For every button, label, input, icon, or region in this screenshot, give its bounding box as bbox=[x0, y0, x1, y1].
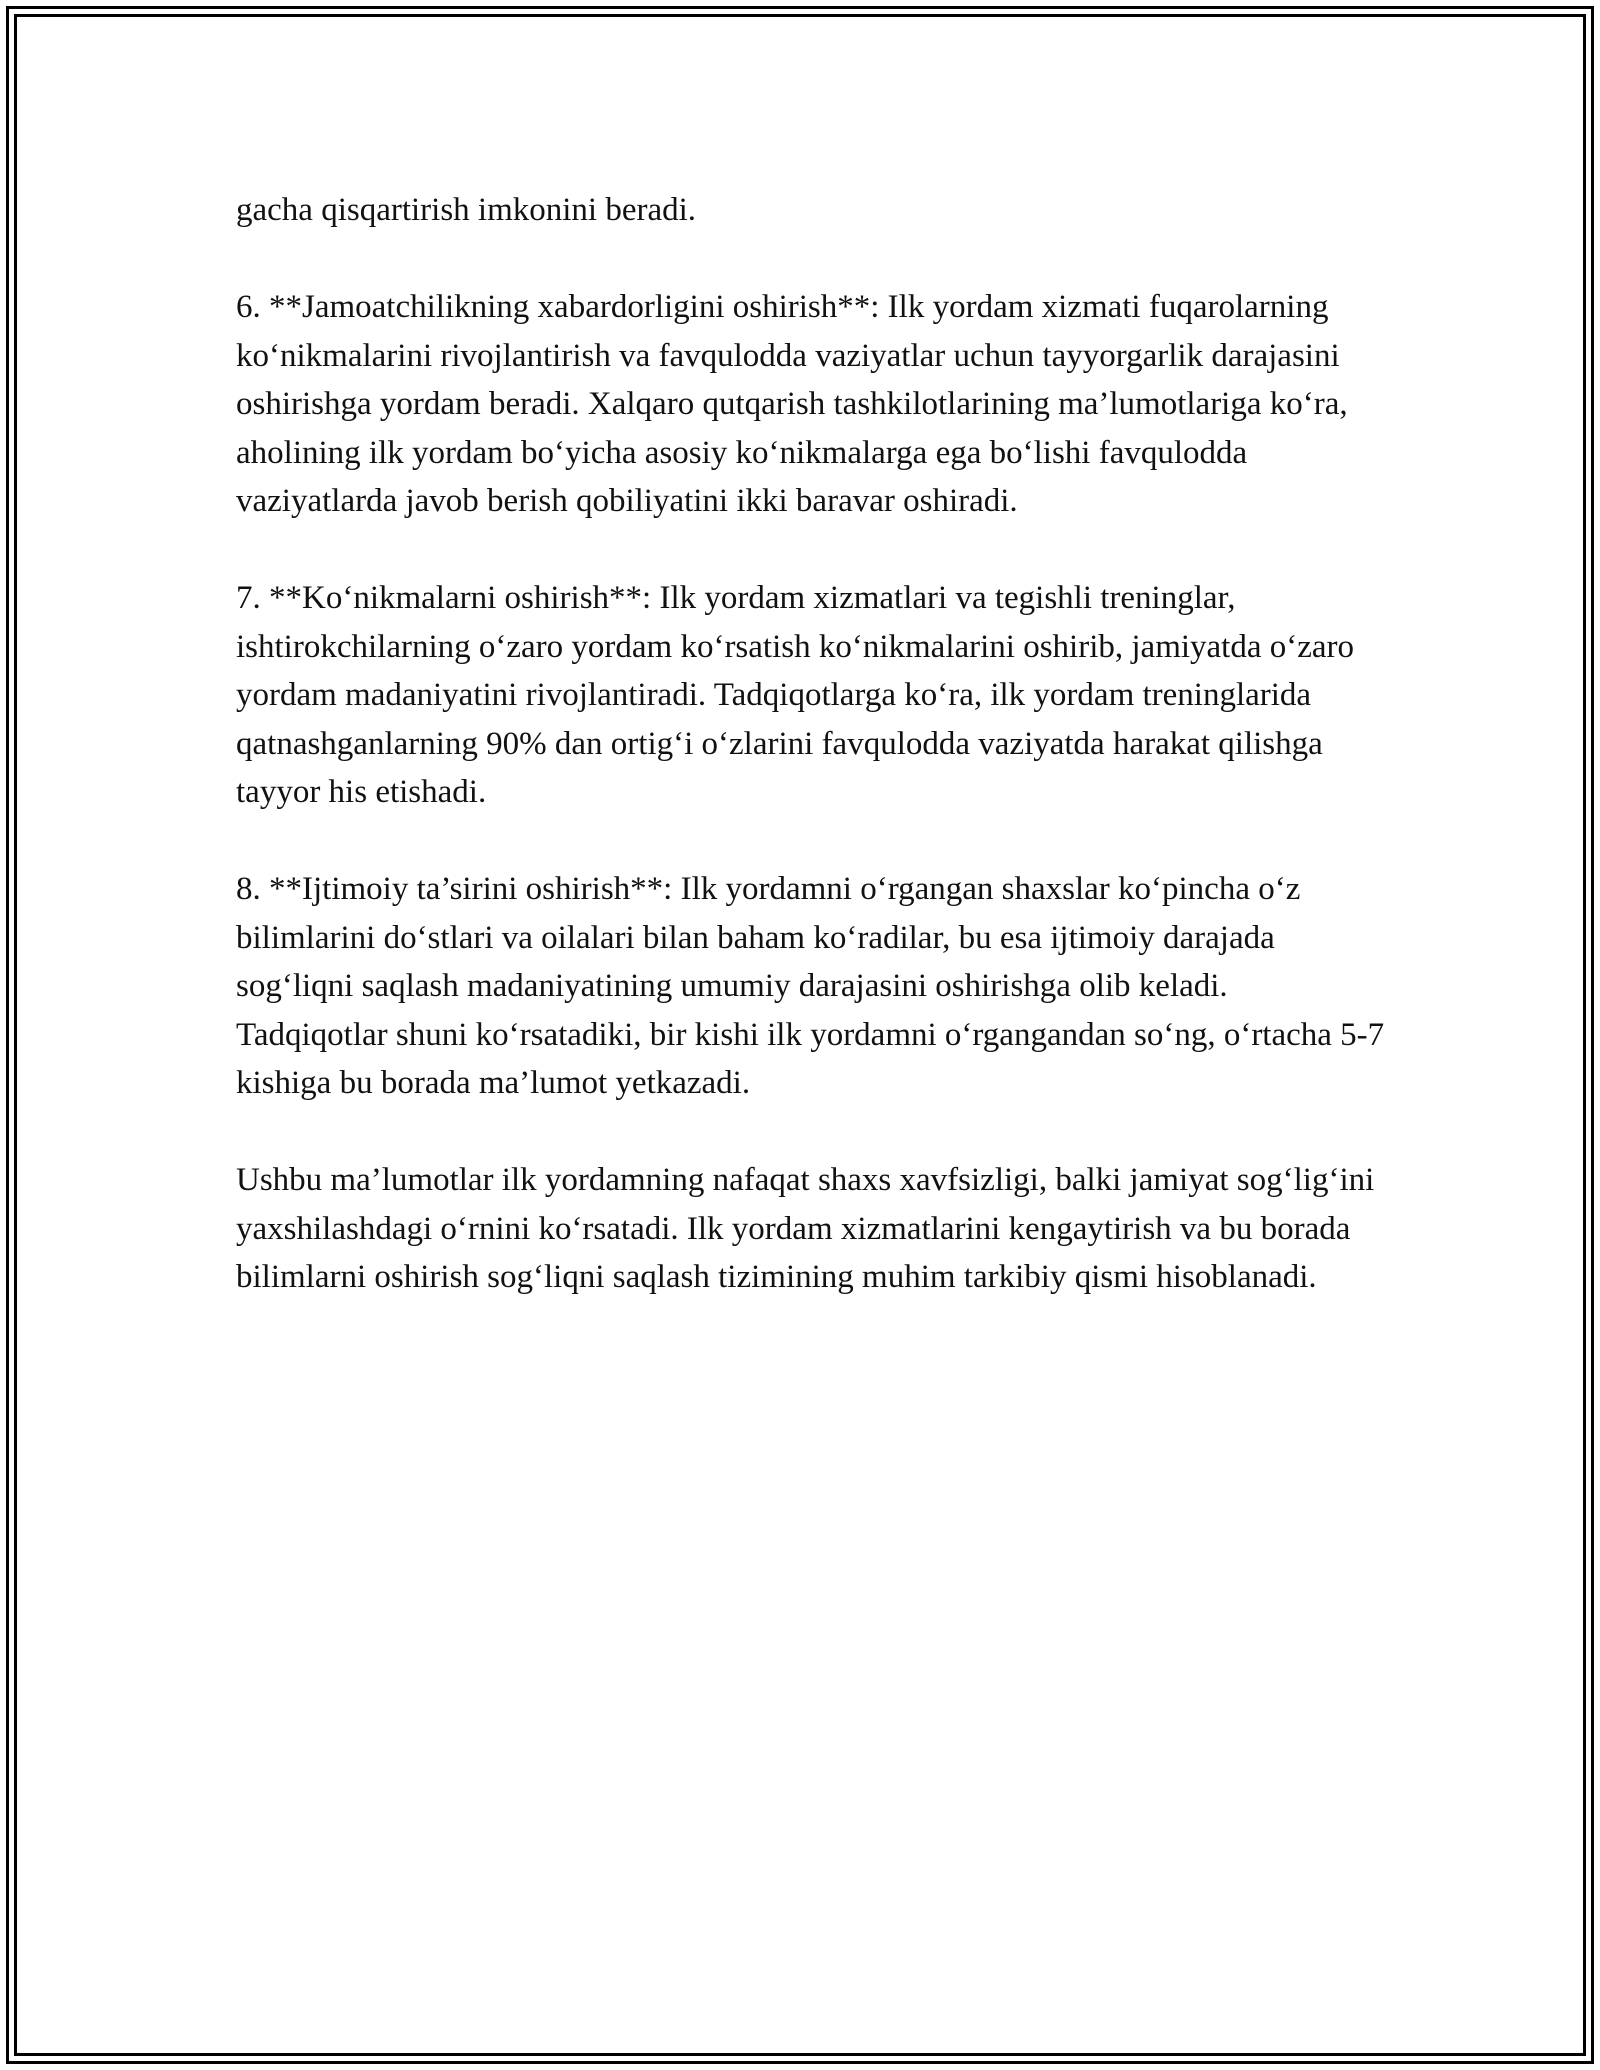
paragraph-item-6: 6. **Jamoatchilikning xabardorligini oshirish**: Ilk yordam xizmati fuqarolarning ko‘nikmalarini rivojlantirish va favqulodda vaziyatlar uchun tayyorgarlik darajasini oshirishga yordam beradi. Xalqaro qutqarish tashkilotlarining ma’lumotlariga ko‘ra, aholining ilk yordam bo‘yicha asosiy ko‘nikmalarga ega bo‘lishi favqulodda vaziyatlarda javob berish qobiliyatini ikki baravar oshiradi. bbox=[236, 289, 1348, 519]
paragraph-item-7: 7. **Ko‘nikmalarni oshirish**: Ilk yordam xizmatlari va tegishli treninglar, ishtirokchilarning o‘zaro yordam ko‘rsatish ko‘nikmalarini oshirib, jamiyatda o‘zaro yordam madaniyatini rivojlantiradi. Tadqiqotlarga ko‘ra, ilk yordam treninglarida qatnashganlarning 90% dan ortig‘i o‘zlarini favqulodda vaziyatda harakat qilishga tayyor his etishadi. bbox=[236, 580, 1355, 810]
document-body bbox=[236, 186, 1386, 1350]
paragraph-item-8: 8. **Ijtimoiy ta’sirini oshirish**: Ilk yordamni o‘rgangan shaxslar ko‘pincha o‘z bilimlarini do‘stlari va oilalari bilan baham ko‘radilar, bu esa ijtimoiy darajada sog‘liqni saqlash madaniyatining umumiy darajasini oshirishga olib keladi. Tadqiqotlar shuni ko‘rsatadiki, bir kishi ilk yordamni o‘rgangandan so‘ng, o‘rtacha 5-7 kishiga bu borada ma’lumot yetkazadi. bbox=[236, 871, 1385, 1101]
paragraph-continuation: gacha qisqartirish imkonini beradi. bbox=[236, 192, 697, 228]
paragraph-conclusion: Ushbu ma’lumotlar ilk yordamning nafaqat shaxs xavfsizligi, balki jamiyat sog‘lig‘ini yaxshilashdagi o‘rnini ko‘rsatadi. Ilk yordam xizmatlarini kengaytirish va bu borada bilimlarni oshirish sog‘liqni saqlash tizimining muhim tarkibiy qismi hisoblanadi. bbox=[236, 1162, 1375, 1295]
